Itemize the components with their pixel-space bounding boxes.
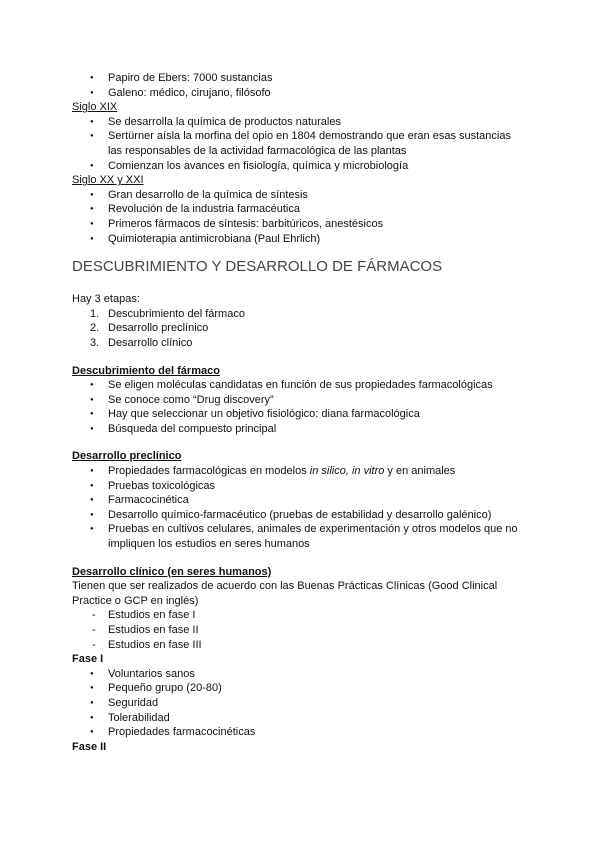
- list-item: ● Pequeño grupo (20-80): [72, 681, 532, 696]
- dash-item: - Estudios en fase II: [72, 623, 532, 638]
- subheading-fase-1: Fase I: [72, 653, 104, 666]
- list-item: ● Pruebas toxicológicas: [72, 479, 532, 494]
- dash-item: - Estudios en fase III: [72, 638, 532, 653]
- list-item-continuation: las responsables de la actividad farmacológica de las plantas: [108, 144, 407, 157]
- item-text: Desarrollo clínico: [108, 336, 193, 349]
- item-number: 2.: [90, 322, 100, 335]
- section-heading-siglo-xx: Siglo XX y XXI: [72, 174, 144, 187]
- text-segment: y en animales: [384, 465, 456, 478]
- etapas-intro: Hay 3 etapas:: [72, 293, 140, 306]
- list-item: ● Desarrollo químico-farmacéutico (pruebas de estabilidad y desarrollo galénico): [72, 508, 532, 523]
- list-item: ● Farmacocinética: [72, 493, 532, 508]
- text-segment: Propiedades farmacológicas en modelos: [108, 465, 310, 478]
- item-number: 1.: [90, 307, 100, 320]
- list-item: ● Hay que seleccionar un objetivo fisiológico: diana farmacológica: [72, 407, 532, 422]
- italic-text: in silico, in vitro: [309, 465, 385, 478]
- subheading-clinico: Desarrollo clínico (en seres humanos): [72, 565, 272, 578]
- list-item: ● Se desarrolla la química de productos naturales: [72, 115, 532, 130]
- list-item: ● Primeros fármacos de síntesis: barbitúricos, anestésicos: [72, 217, 532, 232]
- subheading-fase-2: Fase II: [72, 740, 107, 753]
- numbered-item: [72, 307, 532, 322]
- list-item: ● Sertürner aísla la morfina del opio en 1804 demostrando que eran esas sustancias: [72, 129, 532, 144]
- numbered-item: [72, 321, 532, 336]
- subheading-preclinico: Desarrollo preclínico: [72, 450, 182, 463]
- list-item: ● Pruebas en cultivos celulares, animales de experimentación y otros modelos que no: [72, 522, 532, 537]
- list-item: [72, 464, 532, 479]
- list-item: ● Se eligen moléculas candidatas en función de sus propiedades farmacológicas: [72, 378, 532, 393]
- list-item: ● Papiro de Ebers: 7000 sustancias: [72, 71, 532, 86]
- list-item: ● Voluntarios sanos: [72, 667, 532, 682]
- list-item: ● Comienzan los avances en fisiología, química y microbiología: [72, 159, 532, 174]
- dash-item: - Estudios en fase I: [72, 608, 532, 623]
- list-item: ● Propiedades farmacocinéticas: [72, 725, 532, 740]
- item-text: Descubrimiento del fármaco: [108, 307, 245, 320]
- list-item-continuation: impliquen los estudios en seres humanos: [108, 538, 310, 551]
- numbered-item: [72, 336, 532, 351]
- paragraph-line: Practice o GCP en inglés): [72, 594, 199, 607]
- list-item: ● Gran desarrollo de la química de síntesis: [72, 188, 532, 203]
- list-item: ● Se conoce como “Drug discovery”: [72, 393, 532, 408]
- section-heading-siglo-xix: Siglo XIX: [72, 101, 118, 114]
- list-item: ● Búsqueda del compuesto principal: [72, 422, 532, 437]
- list-item: ● Tolerabilidad: [72, 711, 532, 726]
- subheading-descubrimiento: Descubrimiento del fármaco: [72, 364, 220, 377]
- item-number: 3.: [90, 336, 100, 349]
- list-item: ● Quimioterapia antimicrobiana (Paul Ehrlich): [72, 232, 532, 247]
- list-item: ● Galeno: médico, cirujano, filósofo: [72, 86, 532, 101]
- paragraph-line: Tienen que ser realizados de acuerdo con las Buenas Prácticas Clínicas (Good Clinical: [72, 580, 498, 593]
- document-page: [72, 71, 532, 754]
- section-title: DESCUBRIMIENTO Y DESARROLLO DE FÁRMACOS: [72, 258, 443, 276]
- list-item: ● Seguridad: [72, 696, 532, 711]
- item-text: Desarrollo preclínico: [108, 322, 209, 335]
- list-item: ● Revolución de la industria farmacéutica: [72, 202, 532, 217]
